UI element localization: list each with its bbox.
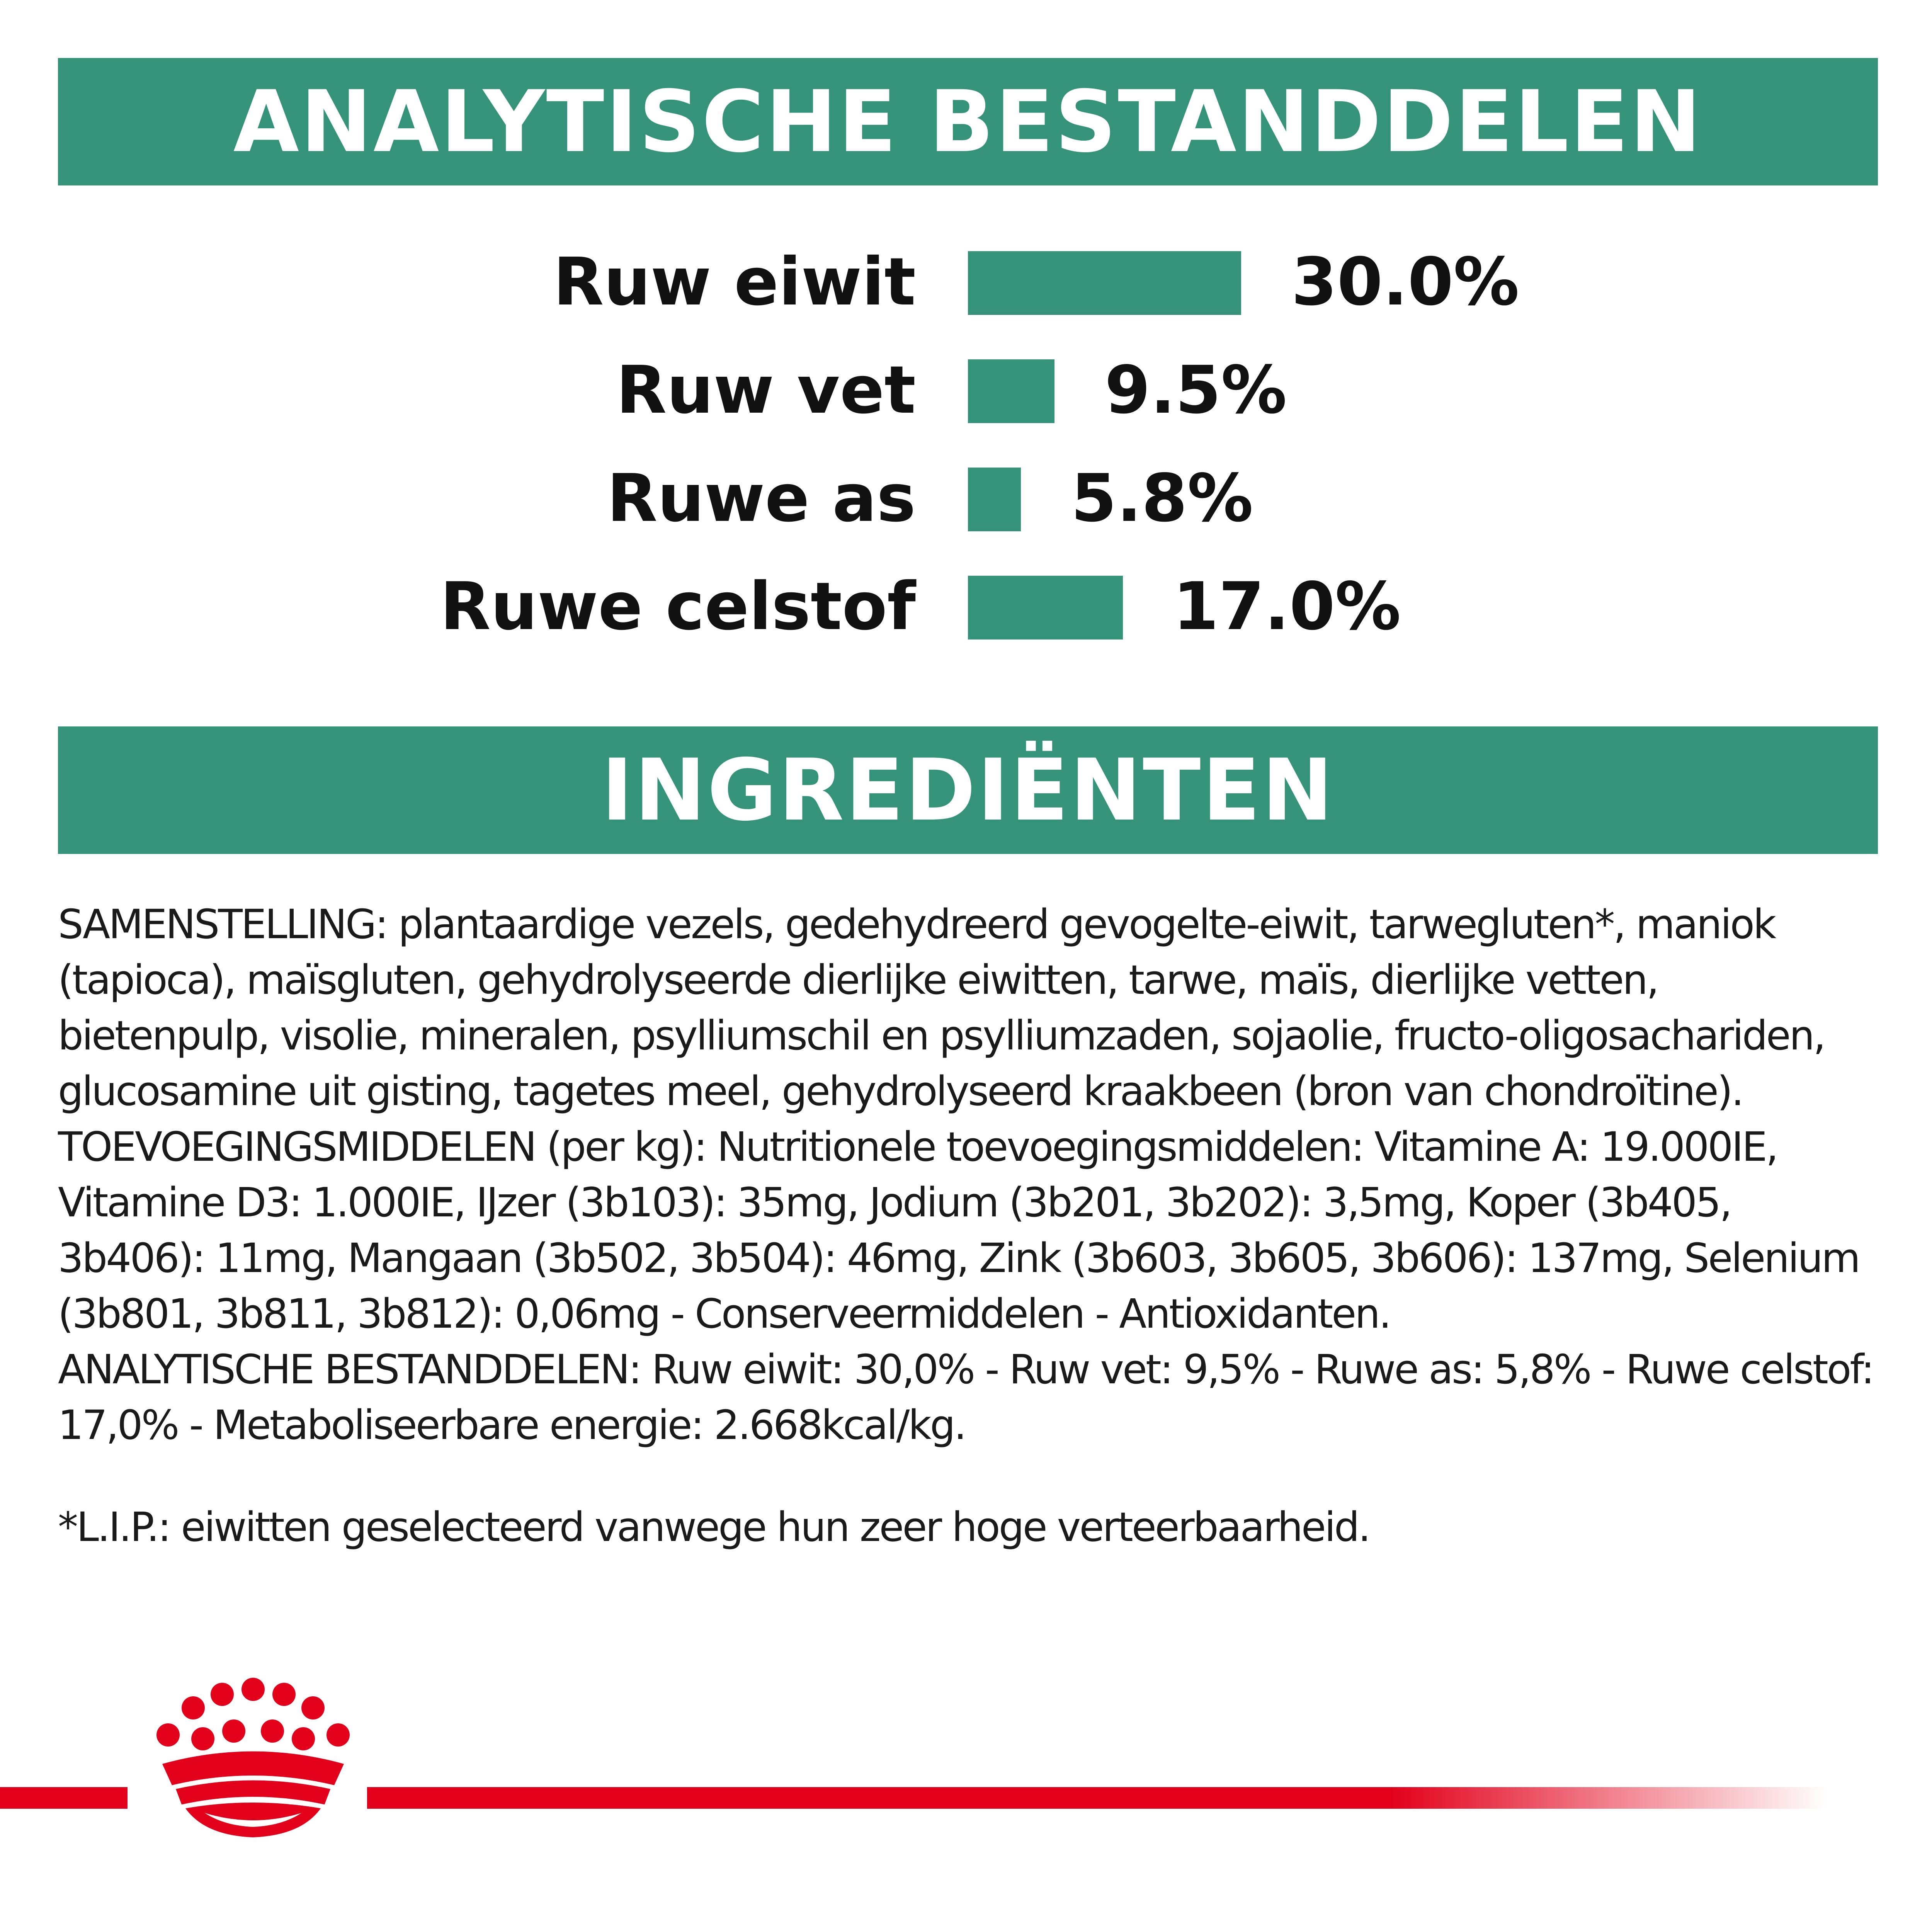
nutrient-value: 30.0% [1291,244,1519,320]
nutrient-bar [968,251,1241,315]
analytics-header-banner [58,58,1878,185]
nutrient-row [0,243,1932,321]
nutrient-label: Ruwe celstof [440,568,916,645]
nutrient-value: 9.5% [1104,352,1287,429]
nutrient-label: Ruw vet [616,352,916,429]
nutrient-label: Ruwe as [607,460,916,537]
ingredients-title: INGREDIËNTEN [601,741,1335,840]
footnote: *L.I.P.: eiwitten geselecteerd vanwege hun zeer hoge verteerbaarheid. [58,1503,1369,1551]
additives-paragraph: TOEVOEGINGSMIDDELEN (per kg): Nutritionele toevoegingsmiddelen: Vitamine A: 19.000IE, Vitamine D3: 1.000IE, IJzer (3b103): 35mg, Jodium (3b201, 3b202): 3,5mg, Koper (3b405, 3b406): 11mg, Mangaan (3b502, 3b504): 46mg, Zink (3b603, 3b605, 3b606): 137mg, Selenium (3b801, 3b811, 3b812): 0,06mg - Conserveermiddelen - Antioxidanten. [58,1123,1859,1337]
brand-rule-right [367,1787,1828,1809]
crown-logo-icon [139,1673,355,1851]
nutrient-label: Ruw eiwit [553,244,916,320]
nutrient-row [0,352,1932,429]
nutrient-value: 17.0% [1173,568,1401,645]
nutrient-bar [968,468,1021,531]
brand-rule-left [0,1787,128,1809]
composition-paragraph: SAMENSTELLING: plantaardige vezels, gedehydreerd gevogelte-eiwit, tarwegluten*, maniok (tapioca), maïsgluten, gehydrolyseerde dierlijke eiwitten, tarwe, maïs, dierlijke vetten, bietenpulp, visolie, mineralen, psylliumschil en psylliumzaden, sojaolie, fructo-oligosachariden, glucosamine uit gisting, tagetes meel, gehydrolyseerd kraakbeen (bron van chondroïtine). [58,901,1825,1115]
nutrient-bar [968,359,1054,423]
nutrient-row [0,568,1932,645]
nutrient-value: 5.8% [1071,460,1253,537]
ingredients-text [58,896,1874,1453]
nutrient-row [0,460,1932,537]
analytics-title: ANALYTISCHE BESTANDDELEN [233,72,1703,171]
ingredients-header-banner [58,726,1878,854]
nutrient-bar [968,576,1123,639]
analytics-paragraph: ANALYTISCHE BESTANDDELEN: Ruw eiwit: 30,0% - Ruw vet: 9,5% - Ruwe as: 5,8% - Ruwe celstof: 17,0% - Metaboliseerbare energie: 2.668kcal/kg. [58,1346,1873,1449]
